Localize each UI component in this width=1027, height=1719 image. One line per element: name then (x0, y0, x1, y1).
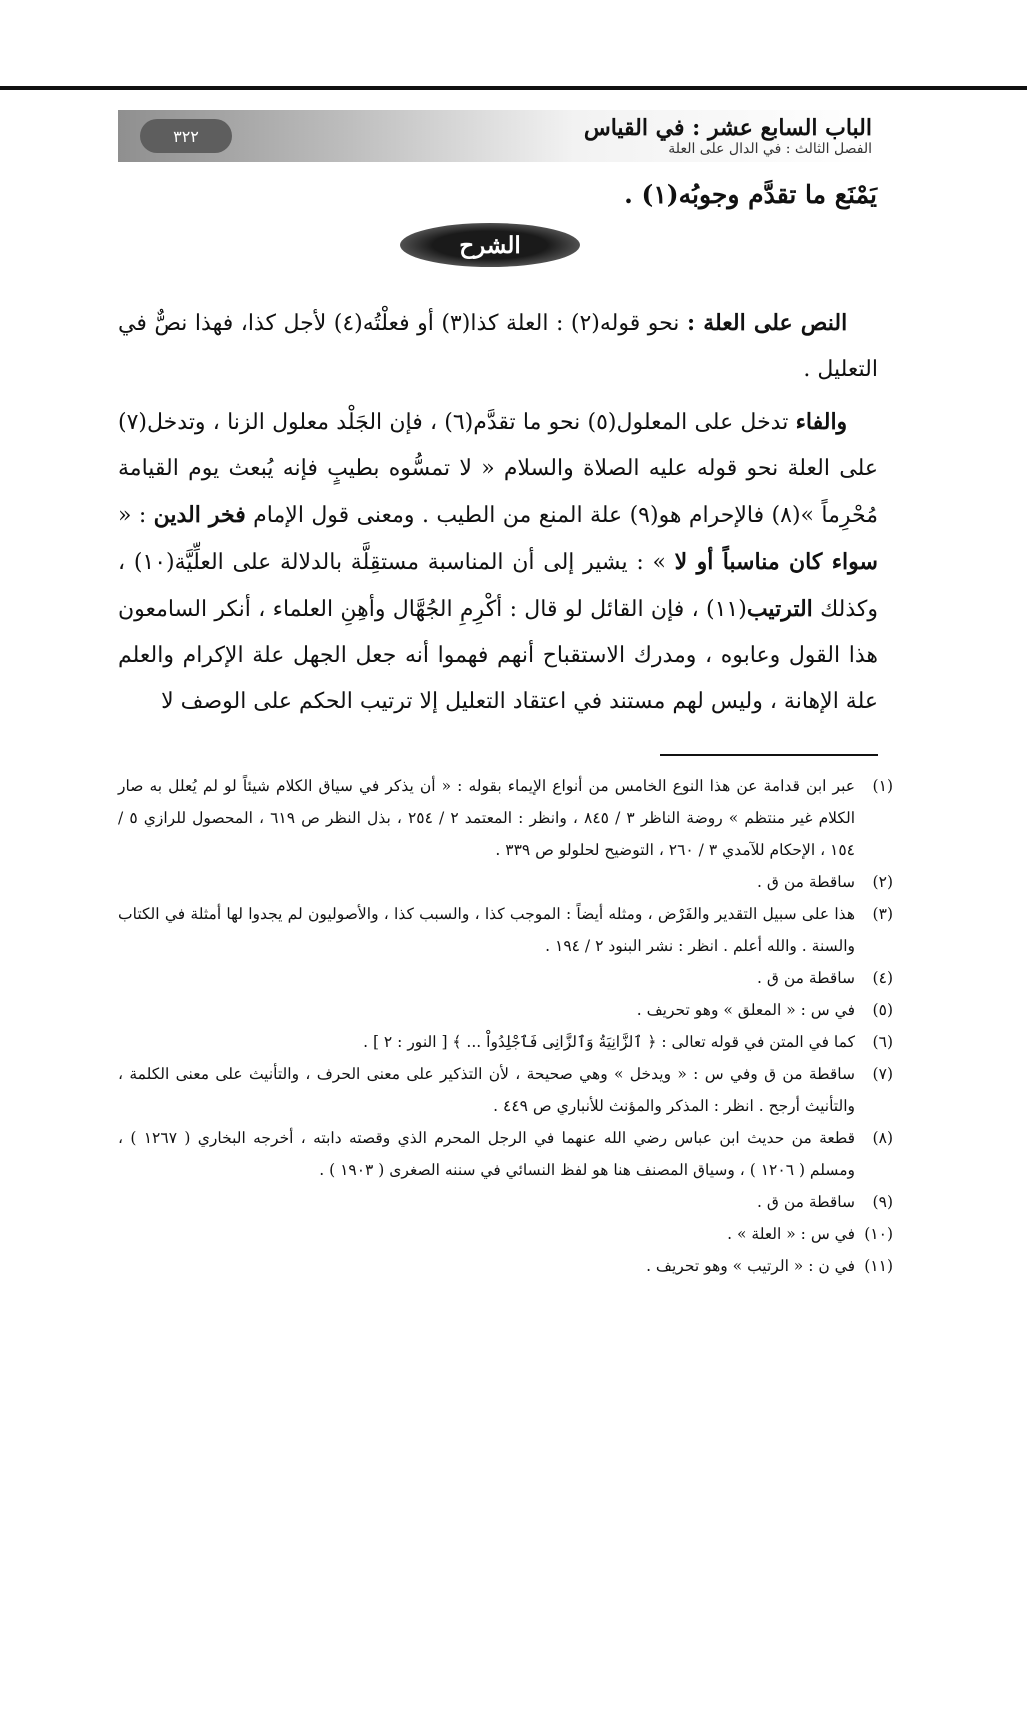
footnote-number: (١١) (864, 1257, 893, 1275)
footnote-number: (٨) (872, 1129, 893, 1147)
term-fa: والفاء (795, 409, 848, 435)
footnote-text: كما في المتن في قوله تعالى : ﴿ ٱلزَّانِيَةُ وَٱلزَّانِى فَٱجْلِدُواْ ... ﴾ [ النور : ٢ ] . (363, 1033, 855, 1051)
footnote (118, 1122, 893, 1186)
paragraph-text: تدخل على المعلول(٥) نحو ما تقدَّم(٦) ، فإن الجَلْد معلول الزنا ، وتدخل(٧) على العلة نحو قوله عليه الصلاة والسلام « لا تمسُّوه بطيبٍ فإنه يُبعث يوم القيامة مُحْرِماً »(٨) فالإحرام هو(٩) علة المنع من الطيب . ومعنى قول الإمام (118, 410, 878, 528)
paragraph-text: (١١) ، فإن القائل لو قال : أكْرِمِ الجُهَّال وأهِنِ العلماء ، أنكر السامعون هذا القول وعابوه ، ومدرك الاستقباح أنهم فهموا أنه جعل الجهل علة الإكرام والعلم علة الإهانة ، وليس لهم مستند في اعتقاد التعليل إلا ترتيب الحكم على الوصف لا (118, 597, 878, 714)
footnote-separator (660, 754, 878, 756)
name-fakhr-aldin: فخر الدين (153, 502, 246, 528)
footnote (118, 994, 893, 1026)
footnote (118, 1026, 893, 1058)
paragraph-text: : « (118, 503, 154, 528)
sharh-heading: الشرح (400, 223, 580, 267)
footnote-text: ساقطة من ق . (757, 1193, 855, 1211)
footnote-number: (٢) (872, 873, 893, 891)
footnote (118, 1058, 893, 1122)
top-rule (0, 86, 1027, 90)
footnote-text: قطعة من حديث ابن عباس رضي الله عنهما في الرجل المحرم الذي وقصته دابته ، أخرجه البخاري ( ١٢٦٧ ) ، ومسلم ( ١٢٠٦ ) ، وسياق المصنف هنا هو لفظ النسائي في سننه الصغرى ( ١٩٠٣ ) . (118, 1129, 855, 1179)
footnote-text: عبر ابن قدامة عن هذا النوع الخامس من أنواع الإيماء بقوله : « أن يذكر في سياق الكلام شيئاً لو لم يُعلل به صار الكلام غير منتظم » روضة الناظر ٣ / ٨٤٥ ، وانظر : المعتمد ٢ / ٢٥٤ ، بذل النظر ص ٦١٩ ، المحصول للرازي ٥ / ١٥٤ ، الإحكام للآمدي ٣ / ٢٦٠ ، التوضيح لحلولو ص ٣٣٩ . (118, 777, 856, 859)
footnote (118, 770, 893, 866)
footnote-number: (٤) (872, 969, 893, 987)
footnote-number: (٩) (872, 1193, 893, 1211)
chapter-title: الباب السابع عشر : في القياس (583, 115, 872, 141)
term-nass: النص على العلة : (686, 310, 848, 336)
paragraph-nass (118, 300, 878, 393)
footnote-text: هذا على سبيل التقدير والفَرْض ، ومثله أيضاً : الموجب كذا ، والسبب كذا ، والأصوليون لم يجدوا لها أمثلة في الكتاب والسنة . والله أعلم . انظر : نشر البنود ٢ / ١٩٤ . (118, 905, 855, 955)
footnote-text: ساقطة من ق وفي س : « ويدخل » وهي صحيحة ، لأن التذكير على معنى الحرف ، والتأنيث على معنى الكلمة ، والتأنيث أرجح . انظر : المذكر والمؤنث للأنباري ص ٤٤٩ . (118, 1065, 855, 1115)
footnote-number: (٣) (872, 905, 893, 923)
footnote-text: ساقطة من ق . (757, 969, 855, 987)
footnote-text: في س : « العلة » . (727, 1225, 855, 1243)
footnote (118, 898, 893, 962)
running-header (118, 110, 878, 162)
footnote (118, 1186, 893, 1218)
footnote-number: (٧) (872, 1065, 893, 1083)
footnote (118, 866, 893, 898)
footnote-number: (١٠) (864, 1225, 893, 1243)
commentary-body (118, 300, 878, 731)
page-number: ٣٢٢ (140, 119, 232, 153)
section-title: الفصل الثالث : في الدال على العلة (668, 141, 872, 157)
quoted-bold: سواء كان مناسباً أو لا (674, 549, 878, 575)
footnote (118, 1218, 893, 1250)
header-titles (584, 115, 878, 157)
footnotes (118, 770, 893, 1282)
footnote-text: ساقطة من ق . (757, 873, 855, 891)
footnote (118, 962, 893, 994)
footnote-text: في ن : « الرتيب » وهو تحريف . (646, 1257, 855, 1275)
intro-line: يَمْنَع ما تقدَّم وجوبُه(١) . (624, 180, 877, 209)
footnote (118, 1250, 893, 1282)
paragraph-text: نحو قوله(٢) : العلة كذا(٣) أو فعلْتُه(٤) لأجل كذا، فهذا نصٌّ في التعليل . (118, 311, 878, 382)
term-tarteeb: الترتيب (746, 596, 813, 622)
footnote-number: (١) (872, 777, 893, 795)
footnote-number: (٦) (872, 1033, 893, 1051)
paragraph-fa (118, 399, 878, 725)
footnote-text: في س : « المعلق » وهو تحريف . (636, 1001, 855, 1019)
footnote-number: (٥) (872, 1001, 893, 1019)
paragraph-text: » : يشير إلى أن المناسبة مستقِلَّة بالدلالة على العلِّيَّة(١٠) ، وكذلك (118, 550, 878, 622)
